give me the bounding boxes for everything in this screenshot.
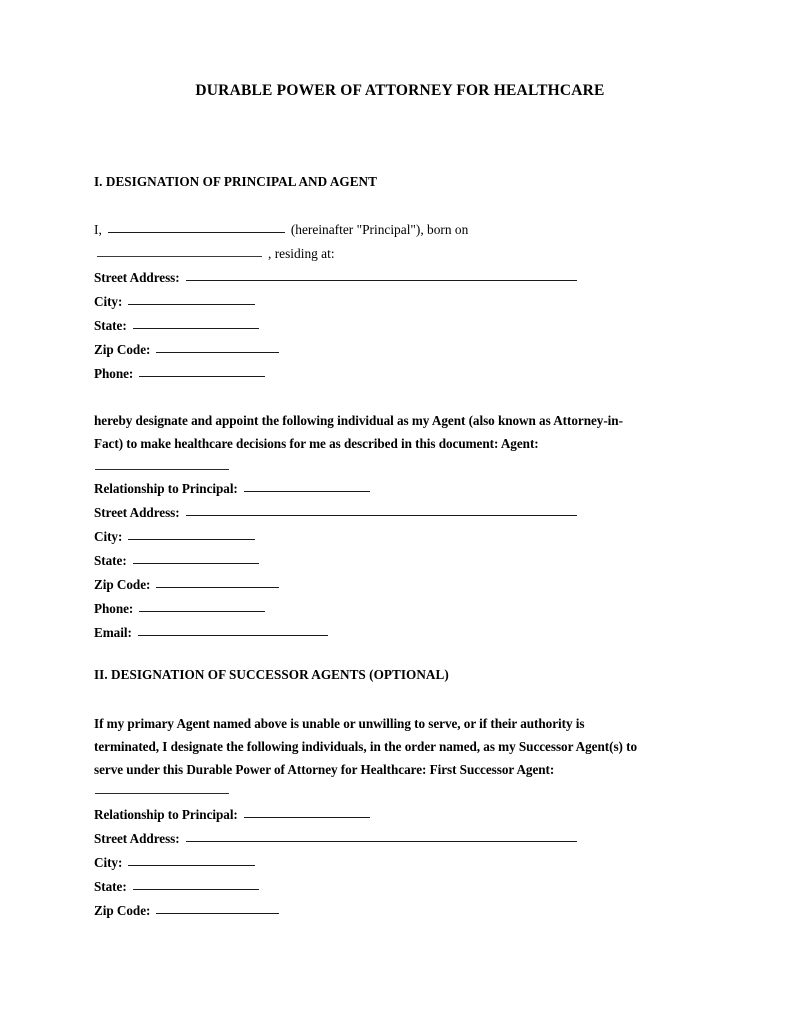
principal-dob-blank[interactable]: [97, 256, 262, 257]
principal-intro-prefix: I,: [94, 222, 102, 237]
blank-agent-name[interactable]: [95, 469, 229, 470]
section-heading-i: I. DESIGNATION OF PRINCIPAL AND AGENT: [94, 174, 377, 189]
label-state: State:: [94, 318, 127, 333]
blank-successor-zip-code[interactable]: [156, 913, 279, 914]
label-city: City:: [94, 855, 123, 870]
blank-successor-state[interactable]: [133, 889, 259, 890]
label-phone: Phone:: [94, 601, 134, 616]
page-title: DURABLE POWER OF ATTORNEY FOR HEALTHCARE: [195, 82, 605, 99]
field-row-agent-email: [94, 623, 328, 643]
field-row-successor-state: [94, 877, 259, 897]
field-row-principal-city: [94, 292, 255, 312]
field-row-principal-phone: [94, 364, 265, 384]
blank-principal-phone[interactable]: [139, 376, 265, 377]
blank-agent-phone[interactable]: [139, 611, 265, 612]
principal-intro-suffix: (hereinafter "Principal"), born on: [290, 222, 469, 237]
label-state: State:: [94, 553, 127, 568]
successor-paragraph-line: terminated, I designate the following individuals, in the order named, as my Successor Agent(s) to: [94, 739, 637, 755]
label-city: City:: [94, 529, 123, 544]
field-row-successor-zip-code: [94, 901, 279, 921]
blank-agent-email[interactable]: [138, 635, 328, 636]
field-row-successor-city: [94, 853, 255, 873]
blank-successor-agent-name[interactable]: [95, 793, 229, 794]
label-state: State:: [94, 879, 127, 894]
label-email: Email:: [94, 625, 132, 640]
label-relationship-to-principal: Relationship to Principal:: [94, 481, 238, 496]
blank-agent-city[interactable]: [128, 539, 255, 540]
label-street-address: Street Address:: [94, 831, 180, 846]
field-row-agent-city: [94, 527, 255, 547]
principal-residing-suffix: , residing at:: [268, 246, 335, 261]
designation-paragraph: [94, 409, 694, 455]
field-row-agent-relationship: [94, 479, 370, 499]
successor-paragraph: [94, 712, 714, 782]
successor-paragraph-line: If my primary Agent named above is unable or unwilling to serve, or if their authority is: [94, 716, 585, 731]
field-row-principal-street-address: [94, 268, 577, 288]
label-street-address: Street Address:: [94, 270, 180, 285]
field-row-principal-state: [94, 316, 259, 336]
field-row-agent-phone: [94, 599, 265, 619]
principal-intro-line-1: [94, 220, 468, 240]
field-row-agent-street-address: [94, 503, 577, 523]
blank-agent-street-address[interactable]: [186, 515, 577, 516]
field-row-successor-street-address: [94, 829, 577, 849]
label-city: City:: [94, 294, 123, 309]
label-zip-code: Zip Code:: [94, 342, 151, 357]
blank-principal-state[interactable]: [133, 328, 259, 329]
label-relationship-to-principal: Relationship to Principal:: [94, 807, 238, 822]
principal-name-blank[interactable]: [108, 232, 285, 233]
blank-principal-zip-code[interactable]: [156, 352, 279, 353]
blank-agent-relationship[interactable]: [244, 491, 370, 492]
field-row-agent-state: [94, 551, 259, 571]
field-row-principal-zip-code: [94, 340, 279, 360]
designation-paragraph-line: Fact) to make healthcare decisions for me as described in this document: Agent:: [94, 436, 539, 452]
blank-agent-state[interactable]: [133, 563, 259, 564]
field-row-agent-zip-code: [94, 575, 279, 595]
blank-principal-street-address[interactable]: [186, 280, 577, 281]
label-zip-code: Zip Code:: [94, 903, 151, 918]
field-row-successor-relationship: [94, 805, 370, 825]
blank-agent-zip-code[interactable]: [156, 587, 279, 588]
principal-intro-line-2: [97, 244, 335, 264]
section-heading-ii: II. DESIGNATION OF SUCCESSOR AGENTS (OPTIONAL): [94, 667, 449, 682]
blank-successor-relationship[interactable]: [244, 817, 370, 818]
label-phone: Phone:: [94, 366, 134, 381]
blank-successor-city[interactable]: [128, 865, 255, 866]
label-zip-code: Zip Code:: [94, 577, 151, 592]
blank-successor-street-address[interactable]: [186, 841, 577, 842]
label-street-address: Street Address:: [94, 505, 180, 520]
successor-paragraph-line: serve under this Durable Power of Attorney for Healthcare: First Successor Agent:: [94, 762, 555, 778]
blank-principal-city[interactable]: [128, 304, 255, 305]
designation-paragraph-line: hereby designate and appoint the following individual as my Agent (also known as Attorney-in-: [94, 413, 623, 428]
